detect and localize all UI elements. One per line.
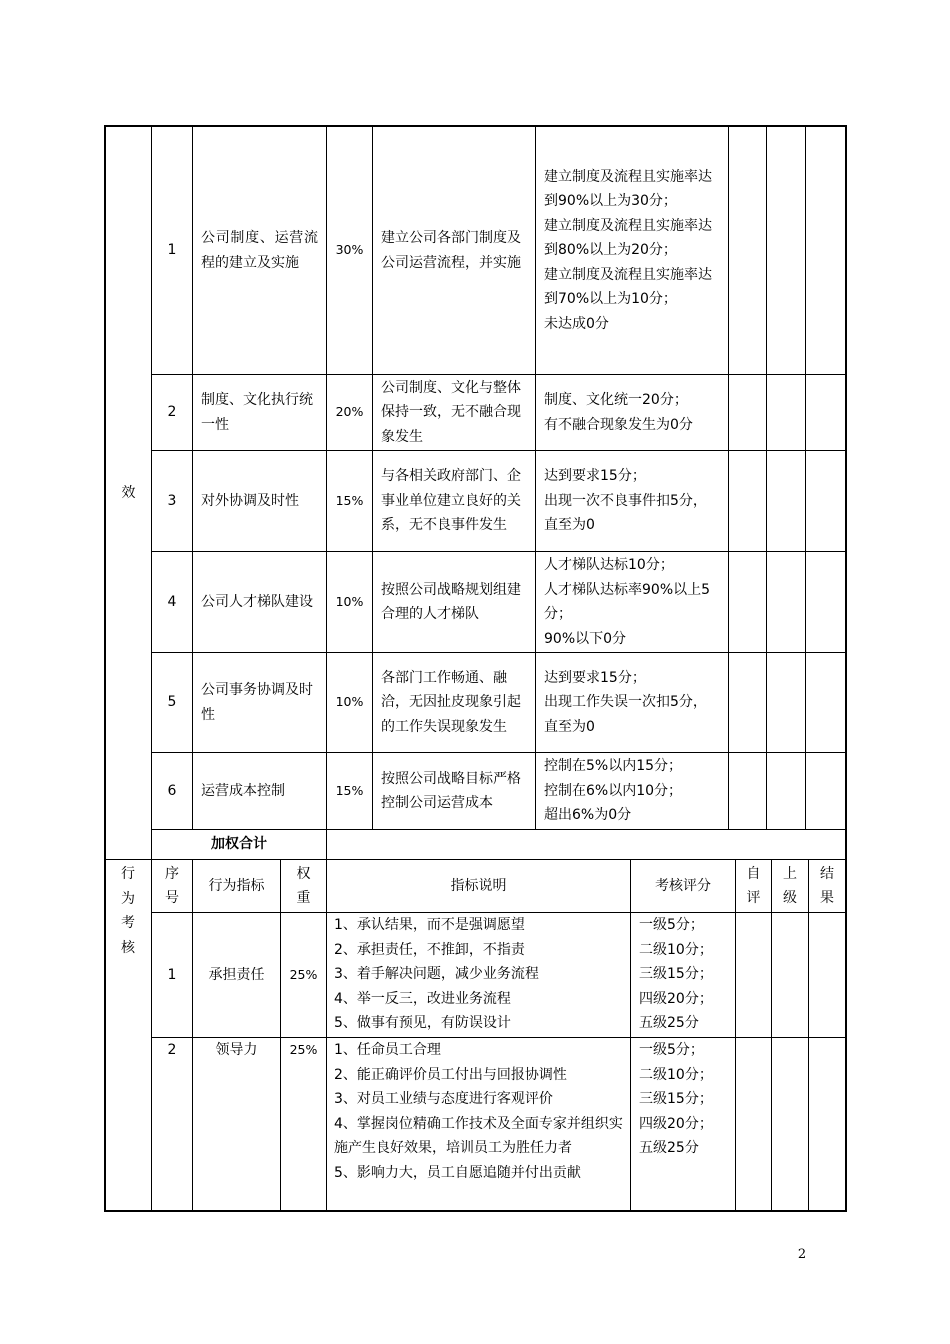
header-no: 序号 [165, 865, 179, 906]
indicator-description: 按照公司战略规划组建合理的人才梯队 [381, 581, 521, 622]
page-number: 2 [797, 1247, 807, 1262]
indicator-description: 公司制度、文化与整体保持一致，无不融合现象发生 [381, 379, 521, 445]
indicator-description: 1、承认结果，而不是强调愿望 2、承担责任，不推卸，不指责 3、着手解决问题，减少业务流程 4、举一反三，改进业务流程 5、做事有预见，有防误设计 [334, 917, 539, 1031]
weight: 25% [289, 1042, 318, 1057]
weight: 20% [335, 404, 364, 420]
scoring-criteria: 控制在5%以内15分； 控制在6%以内10分； 超出6%为0分 [544, 758, 683, 824]
weight: 15% [335, 782, 364, 798]
indicator-description: 与各相关政府部门、企事业单位建立良好的关系，无不良事件发生 [381, 468, 521, 534]
indicator-name: 公司事务协调及时性 [201, 682, 313, 723]
row-number: 1 [167, 242, 177, 259]
indicator-description: 建立公司各部门制度及公司运营流程，并实施 [381, 230, 521, 271]
indicator-name: 对外协调及时性 [201, 492, 299, 509]
row-number: 2 [167, 404, 177, 421]
scoring-levels: 一级5分； 二级10分； 三级15分； 四级20分； 五级25分 [639, 1042, 713, 1156]
behavior-category-label: 行为考核 [121, 866, 135, 956]
row-number: 1 [167, 966, 177, 983]
weight: 10% [335, 593, 364, 609]
scoring-criteria: 制度、文化统一20分； 有不融合现象发生为0分 [544, 392, 693, 433]
header-superior: 上级 [783, 865, 797, 906]
header-indicator: 行为指标 [208, 877, 265, 894]
weighted-total-label: 加权合计 [211, 836, 267, 853]
weight: 25% [289, 966, 318, 982]
header-scoring: 考核评分 [655, 877, 711, 894]
row-number: 2 [167, 1042, 177, 1058]
scoring-criteria: 人才梯队达标10分； 人才梯队达标率90%以上5分； 90%以下0分 [544, 557, 711, 647]
category-label: 效 [121, 484, 136, 501]
header-result: 结果 [820, 865, 834, 906]
scoring-criteria: 达到要求15分； 出现一次不良事件扣5分，直至为0 [544, 468, 707, 534]
row-number: 3 [167, 492, 177, 509]
row-number: 4 [167, 593, 177, 610]
indicator-description: 按照公司战略目标严格控制公司运营成本 [381, 770, 521, 811]
header-self-evaluation: 自评 [746, 865, 761, 906]
indicator-name: 公司人才梯队建设 [201, 593, 313, 610]
scoring-criteria: 建立制度及流程且实施率达到90%以上为30分； 建立制度及流程且实施率达到80%以上为20分； 建立制度及流程且实施率达到70%以上为10分； 未达成0分 [544, 168, 712, 332]
row-number: 6 [167, 782, 177, 799]
row-number: 5 [167, 694, 177, 711]
indicator-name: 运营成本控制 [201, 782, 285, 799]
header-weight: 权重 [296, 865, 311, 906]
indicator-name: 领导力 [215, 1042, 258, 1058]
indicator-description: 1、任命员工合理 2、能正确评价员工付出与回报协调性 3、对员工业绩与态度进行客观评价 4、掌握岗位精确工作技术及全面专家并组织实施产生良好效果，培训员工为胜任力者 5、影响力大，员工自愿追随并付出贡献 [334, 1042, 623, 1181]
scoring-criteria: 达到要求15分； 出现工作失误一次扣5分，直至为0 [544, 669, 707, 735]
weight: 10% [335, 694, 364, 710]
indicator-name: 承担责任 [208, 966, 265, 983]
weight: 30% [335, 242, 364, 258]
header-description: 指标说明 [450, 877, 507, 894]
indicator-name: 公司制度、运营流程的建立及实施 [201, 230, 318, 271]
weight: 15% [335, 492, 364, 508]
indicator-description: 各部门工作畅通、融洽，无因扯皮现象引起的工作失误现象发生 [381, 669, 521, 735]
scoring-levels: 一级5分； 二级10分； 三级15分； 四级20分； 五级25分 [639, 917, 713, 1031]
indicator-name: 制度、文化执行统一性 [201, 392, 313, 433]
